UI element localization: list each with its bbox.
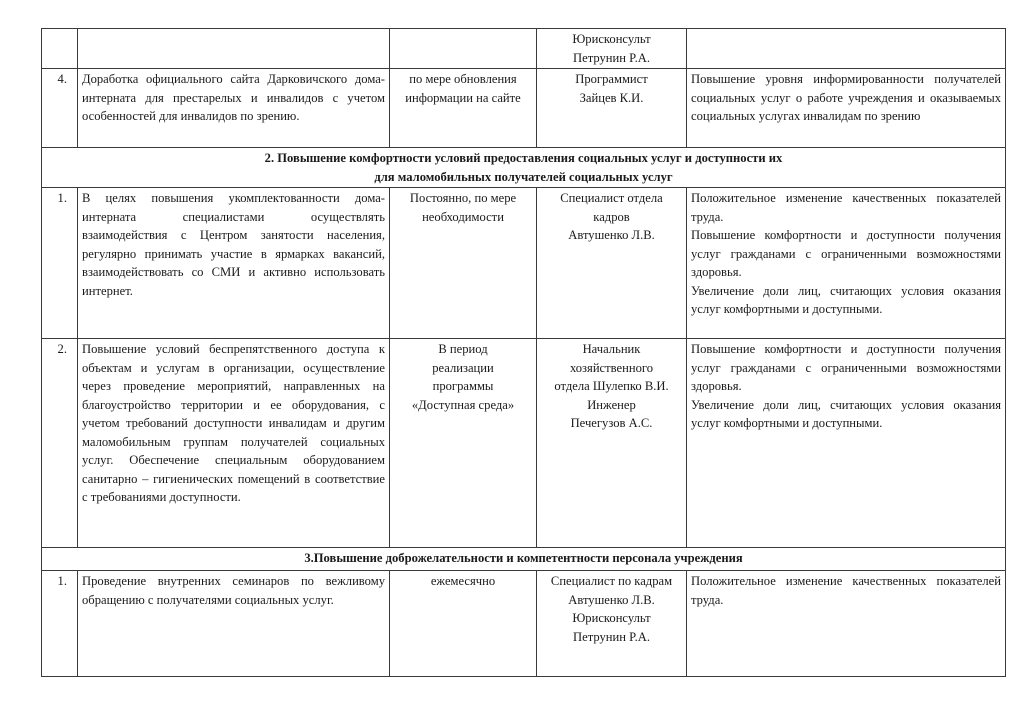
num-cell: 4. <box>42 69 78 148</box>
table-row <box>42 29 1006 69</box>
responsible-line: Зайцев К.И. <box>579 90 644 105</box>
result-cell: Повышение уровня информированности получателей социальных услуг о работе учреждения и оказываемых социальных услугах инвалидам по зрению <box>687 69 1006 148</box>
responsible-line: Программист <box>575 72 648 86</box>
num-cell: 2. <box>42 339 78 548</box>
term-line: В период <box>438 342 488 356</box>
section-title <box>42 148 1006 188</box>
responsible-cell <box>537 339 687 548</box>
term-cell: по мере обновления информации на сайте <box>390 69 537 148</box>
responsible-line: Юрисконсульт <box>572 32 651 46</box>
term-line: программы <box>432 379 494 393</box>
responsible-line: хозяйственного <box>569 360 654 375</box>
result-cell <box>687 339 1006 548</box>
table-row <box>42 339 1006 548</box>
responsible-cell <box>537 571 687 677</box>
table-row <box>42 69 1006 148</box>
num-cell: 1. <box>42 571 78 677</box>
result-line: Положительное изменение качественных показателей труда. <box>691 191 1001 224</box>
responsible-cell <box>537 188 687 339</box>
result-cell: Положительное изменение качественных показателей труда. <box>687 571 1006 677</box>
activity-cell: Повышение условий беспрепятственного доступа к объектам и услугам в организации, осуществление через проведение мероприятий, направленных на благоустройство территории и ее оборудования, с учетом требований доступности инвалидам и другим маломобильным группам получателей социальных услуг. Обеспечение специальным оборудованием санитарно – гигиенических помещений в соответствие с требованиями доступности. <box>78 339 390 548</box>
measures-table <box>41 28 1006 677</box>
responsible-line: Начальник <box>582 342 641 356</box>
responsible-line: Печегузов А.С. <box>570 416 653 430</box>
result-line: Повышение комфортности и доступности получения услуг гражданами с ограниченными возможностями здоровья. <box>691 342 1001 393</box>
responsible-line: Специалист отдела <box>560 191 663 205</box>
responsible-line: Специалист по кадрам <box>550 574 673 588</box>
table-row <box>42 571 1006 677</box>
term-cell: Постоянно, по мере необходимости <box>390 188 537 339</box>
activity-cell: Доработка официального сайта Дарковичского дома-интерната для престарелых и инвалидов с учетом особенностей для инвалидов по зрению. <box>78 69 390 148</box>
result-cell <box>687 29 1006 69</box>
result-cell <box>687 188 1006 339</box>
responsible-cell <box>537 69 687 148</box>
activity-cell: Проведение внутренних семинаров по вежливому обращению с получателями социальных услуг. <box>78 571 390 677</box>
num-cell <box>42 29 78 69</box>
section-title: 3.Повышение доброжелательности и компетентности персонала учреждения <box>42 548 1006 571</box>
responsible-line: отдела Шулепко В.И. <box>554 379 669 393</box>
responsible-line: Юрисконсульт <box>572 611 651 625</box>
table-row <box>42 188 1006 339</box>
activity-cell: В целях повышения укомплектованности дома-интерната специалистами осуществлять взаимодействия с Центром занятости населения, регулярно принимать участие в ярмарках вакансий, взаимодействовать со СМИ и активно использовать интернет. <box>78 188 390 339</box>
section-title-line: 2. Повышение комфортности условий предоставления социальных услуг и доступности их <box>264 151 783 165</box>
term-cell: ежемесячно <box>390 571 537 677</box>
responsible-line: Инженер <box>587 397 636 412</box>
result-line: Увеличение доли лиц, считающих условия оказания услуг комфортными и доступными. <box>691 397 1001 430</box>
section-title-line: для маломобильных получателей социальных услуг <box>374 169 673 184</box>
result-line: Повышение комфортности и доступности получения услуг гражданами с ограниченными возможностями здоровья. <box>691 228 1001 279</box>
responsible-line: кадров <box>593 209 630 224</box>
responsible-line: Автушенко Л.В. <box>568 592 655 607</box>
responsible-line: Петрунин Р.А. <box>573 50 650 65</box>
term-cell <box>390 339 537 548</box>
term-line: «Доступная среда» <box>411 397 515 412</box>
section-header <box>42 548 1006 571</box>
activity-cell <box>78 29 390 69</box>
responsible-cell <box>537 29 687 69</box>
term-cell <box>390 29 537 69</box>
responsible-line: Петрунин Р.А. <box>573 629 650 644</box>
responsible-line: Автушенко Л.В. <box>568 228 655 242</box>
num-cell: 1. <box>42 188 78 339</box>
section-header <box>42 148 1006 188</box>
term-line: реализации <box>432 360 494 375</box>
result-line: Увеличение доли лиц, считающих условия оказания услуг комфортными и доступными. <box>691 283 1001 316</box>
